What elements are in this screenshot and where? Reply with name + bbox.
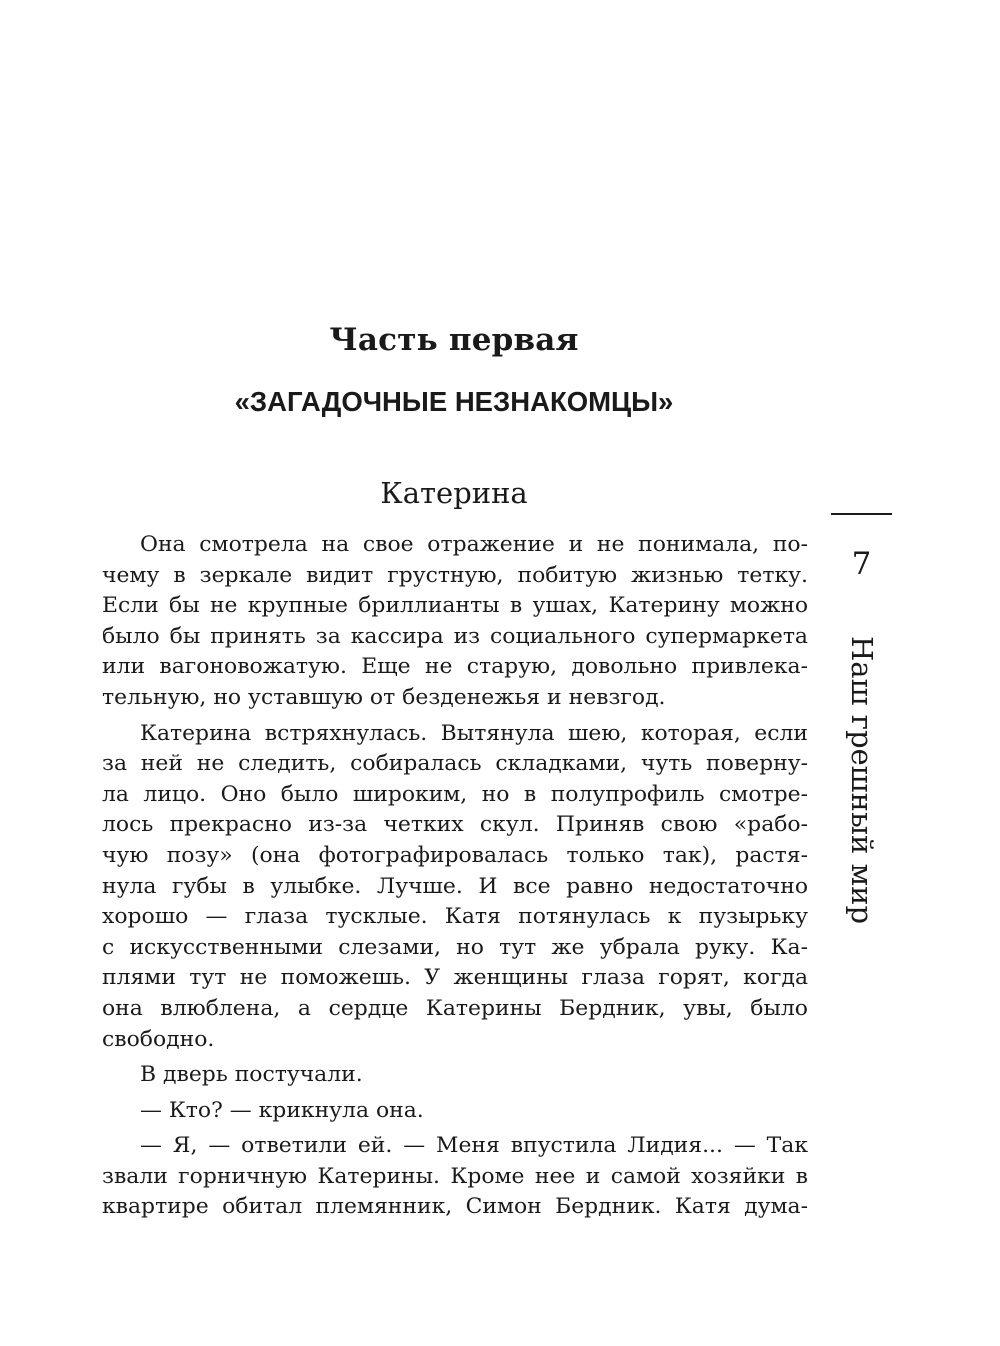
text-line: квартире обитал племянник, Симон Бердник. Катя дума- <box>102 1194 808 1220</box>
chapter-title: Катерина <box>380 476 528 510</box>
paragraph <box>102 1060 808 1091</box>
paragraph <box>102 719 808 1056</box>
text-line: Она смотрела на свое отражение и не понимала, по- <box>140 532 808 557</box>
part-subtitle: «ЗАГАДОЧНЫЕ НЕЗНАКОМЦЫ» <box>234 386 674 417</box>
text-line: звали горничную Катерины. Кроме нее и самой хозяйки в <box>102 1163 808 1189</box>
paragraph <box>102 1131 808 1223</box>
text-line: ла лицо. Оно было широким, но в полупрофиль смотре- <box>102 781 808 807</box>
text-line: лось прекрасно из-за четких скул. Приняв свою «рабо- <box>102 812 808 838</box>
body-text <box>102 530 808 1223</box>
text-line: или вагоновожатую. Еще не старую, довольно привлека- <box>102 654 808 680</box>
page-number: 7 <box>851 546 872 582</box>
margin-divider <box>831 513 892 515</box>
paragraph <box>102 1096 808 1127</box>
running-title: Наш грешный мир <box>845 636 879 925</box>
text-line: тельную, но уставшую от безденежья и невзгод. <box>102 684 666 710</box>
text-line: — Кто? — крикнула она. <box>140 1097 424 1123</box>
text-line: — Я, — ответили ей. — Меня впустила Лидия... — Так <box>140 1133 808 1159</box>
text-line: нула губы в улыбке. Лучше. И все равно недостаточно <box>102 873 808 899</box>
text-line: она влюблена, а сердце Катерины Бердник, увы, было <box>102 995 808 1021</box>
text-line: чую позу» (она фотографировалась только так), растя- <box>102 842 808 868</box>
text-line: чему в зеркале видит грустную, побитую жизнью тетку. <box>102 562 808 588</box>
text-line: плями тут не поможешь. У женщины глаза горят, когда <box>102 965 808 991</box>
text-line: Если бы не крупные бриллианты в ушах, Катерину можно <box>102 593 808 619</box>
text-line: Катерина встряхнулась. Вытянула шею, которая, если <box>140 720 808 746</box>
part-title: Часть первая <box>329 322 579 358</box>
text-line: с искусственными слезами, но тут же убрала руку. Ка- <box>102 934 808 960</box>
text-line: было бы принять за кассира из социального супермаркета <box>102 623 808 649</box>
text-line: за ней не следить, собиралась складками, чуть поверну- <box>102 751 808 777</box>
paragraph <box>102 530 808 714</box>
text-line: хорошо — глаза тусклые. Катя потянулась к пузырьку <box>102 904 808 930</box>
text-line: свободно. <box>102 1026 215 1052</box>
text-line: В дверь постучали. <box>140 1062 363 1088</box>
